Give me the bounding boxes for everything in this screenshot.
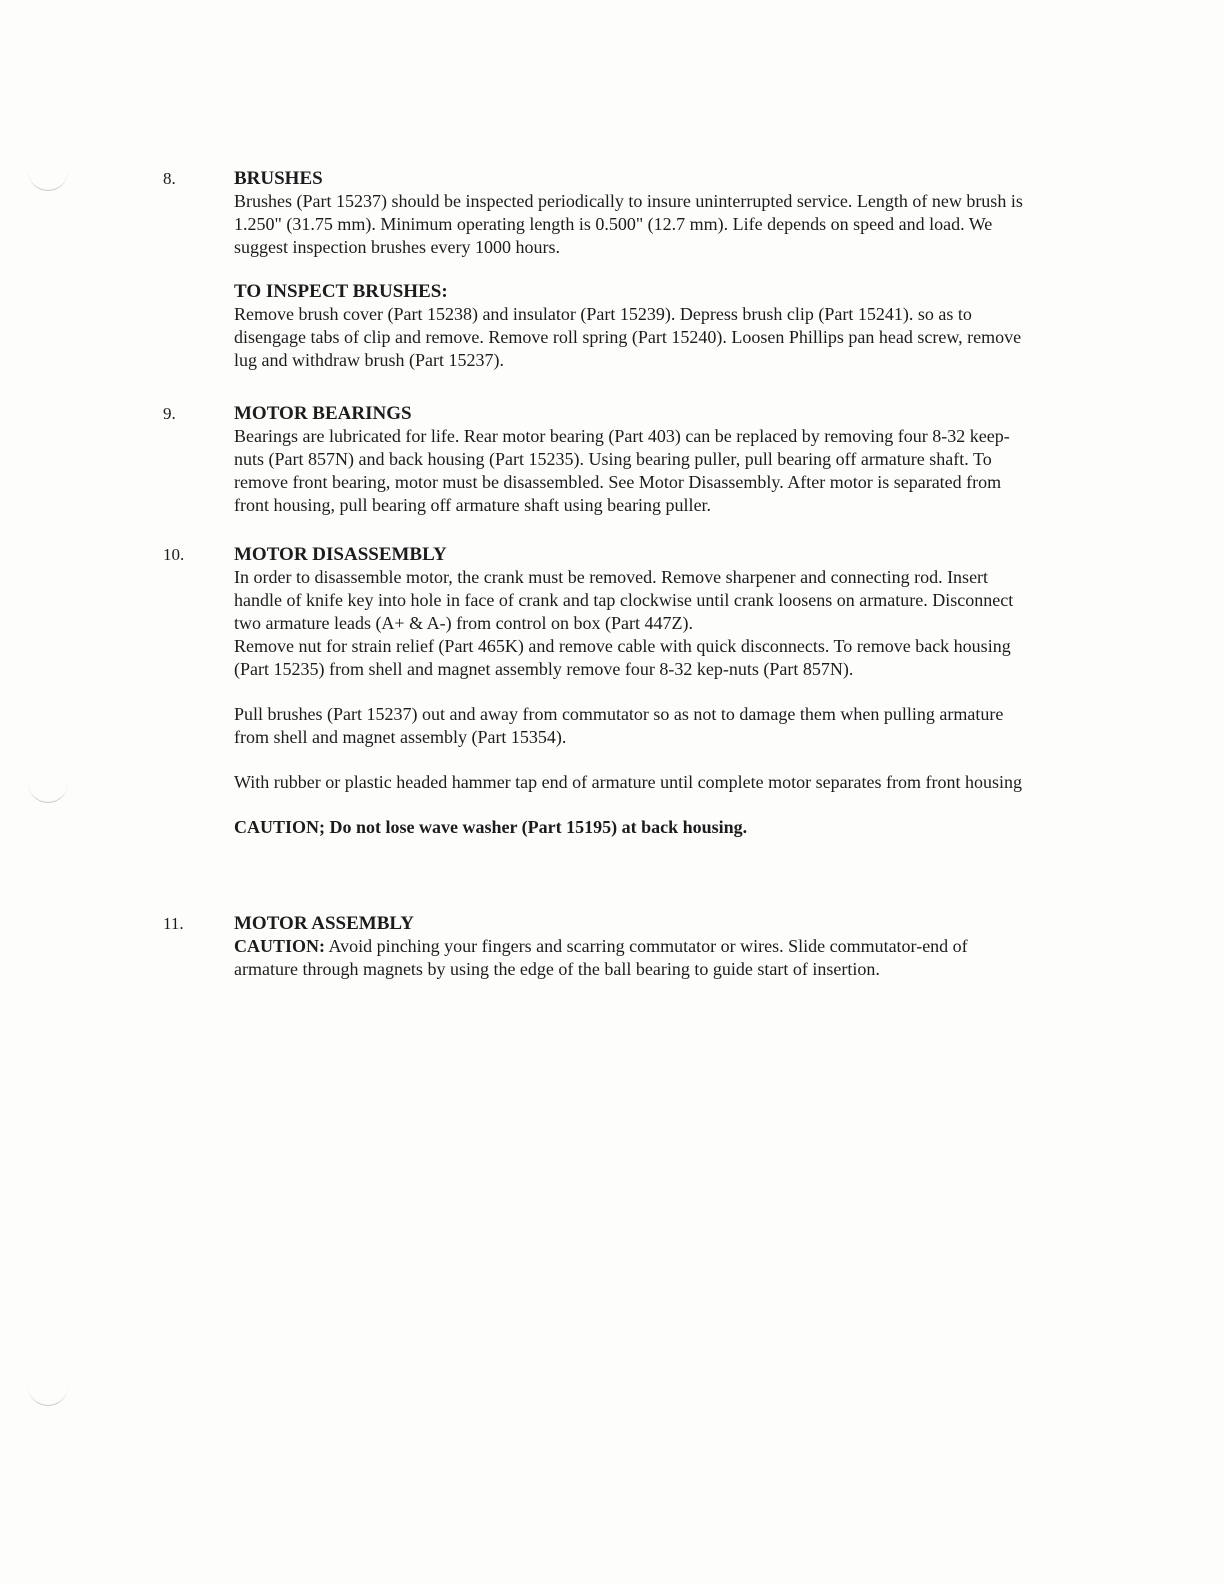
- section-heading: MOTOR DISASSEMBLY: [234, 544, 447, 565]
- section-heading: MOTOR BEARINGS: [234, 403, 412, 424]
- section-body: [234, 544, 1034, 839]
- section-body: [234, 168, 1034, 372]
- section-number: 9.: [163, 404, 176, 423]
- section-heading: MOTOR ASSEMBLY: [234, 913, 415, 934]
- section-number: 10.: [163, 545, 185, 564]
- section-paragraph: Pull brushes (Part 15237) out and away from commutator so as not to damage them when pulling armature from shell and magnet assembly (Part 15354).: [234, 704, 1004, 747]
- section-number: 8.: [163, 169, 176, 188]
- punch-hole: [28, 166, 68, 191]
- section-paragraph: [234, 935, 1034, 981]
- caution-note: CAUTION; Do not lose wave washer (Part 15195) at back housing.: [234, 817, 748, 837]
- section-paragraph: With rubber or plastic headed hammer tap end of armature until complete motor separates from front housing: [234, 772, 1023, 792]
- section-paragraph: Bearings are lubricated for life. Rear motor bearing (Part 403) can be replaced by removing four 8-32 keep-nuts (Part 857N) and back housing (Part 15235). Using bearing puller, pull bearing off armature shaft. To remove front bearing, motor must be disassembled. See Motor Disassembly. After motor is separated from front housing, pull bearing off armature shaft using bearing puller.: [234, 426, 1010, 515]
- caution-text: Avoid pinching your fingers and scarring commutator or wires. Slide commutator-end of armature through magnets by using the edge of the ball bearing to guide start of insertion.: [234, 936, 968, 979]
- punch-hole: [28, 778, 68, 803]
- section-body: [234, 913, 1034, 981]
- subsection-heading: TO INSPECT BRUSHES:: [234, 281, 448, 302]
- section-number: 11.: [163, 914, 184, 933]
- section-paragraph: Remove brush cover (Part 15238) and insulator (Part 15239). Depress brush clip (Part 15241). so as to disengage tabs of clip and remove. Remove roll spring (Part 15240). Loosen Phillips pan head screw, remove lug and withdraw brush (Part 15237).: [234, 304, 1022, 370]
- section-body: [234, 403, 1034, 517]
- section-paragraph: In order to disassemble motor, the crank must be removed. Remove sharpener and connecting rod. Insert handle of knife key into hole in face of crank and tap clockwise until crank loosens on armature. Disconnect two armature leads (A+ & A-) from control on box (Part 447Z).: [234, 567, 1014, 633]
- section-paragraph: Remove nut for strain relief (Part 465K) and remove cable with quick disconnects. To remove back housing (Part 15235) from shell and magnet assembly remove four 8-32 kep-nuts (Part 857N).: [234, 636, 1011, 679]
- section-heading: BRUSHES: [234, 168, 323, 189]
- punch-hole: [28, 1381, 68, 1406]
- section-paragraph: Brushes (Part 15237) should be inspected periodically to insure uninterrupted service. Length of new brush is 1.250" (31.75 mm). Minimum operating length is 0.500" (12.7 mm). Life depends on speed and load. We suggest inspection brushes every 1000 hours.: [234, 191, 1023, 257]
- caution-label: CAUTION:: [234, 936, 326, 956]
